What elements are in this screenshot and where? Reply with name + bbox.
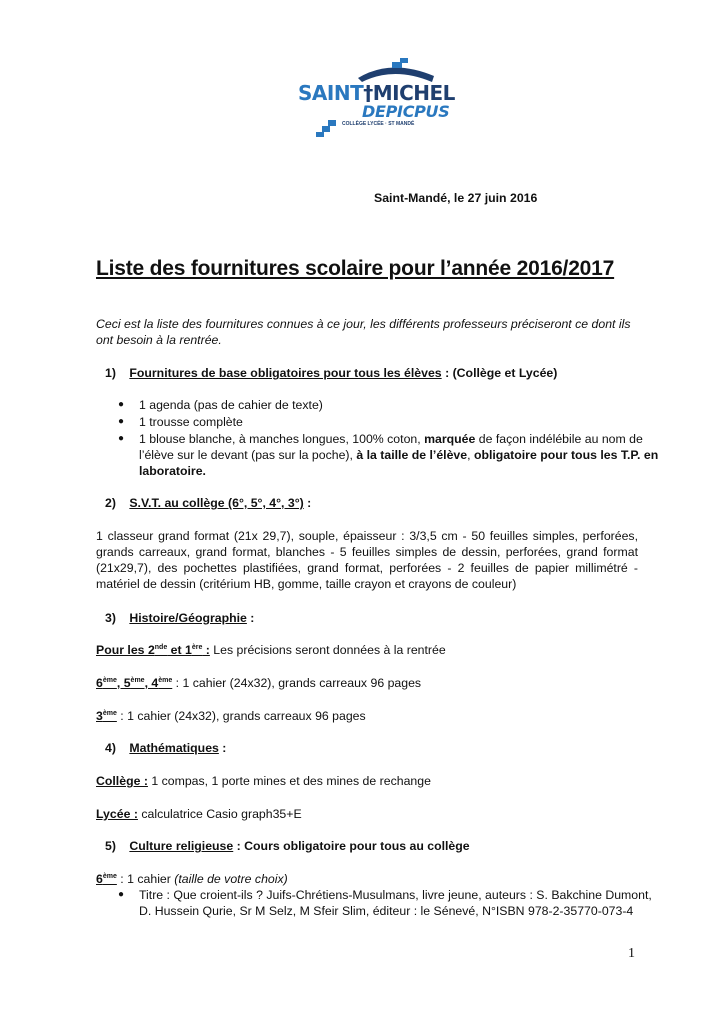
s3-college-label: 6ème, 5ème, 4ème (96, 676, 173, 690)
intro-line-2: ont besoin à la rentrée. (96, 333, 222, 347)
s3-third-text: : 1 cahier (24x32), grands carreaux 96 pages (116, 709, 366, 723)
s3-lycee-label: Pour les 2nde et 1ère : (96, 643, 210, 657)
logo-subtitle: COLLÈGE LYCÉE · ST MANDÉ (342, 121, 415, 127)
section-5-heading (105, 838, 470, 855)
s4-lycee-text: calculatrice Casio graph35+E (137, 807, 302, 821)
section-1-title: Fournitures de base obligatoires pour tous les élèves (129, 366, 442, 380)
s1-item-trousse: 1 trousse complète (139, 415, 243, 429)
bullet-icon: ● (118, 416, 125, 427)
logo-saint: SAINT (298, 81, 364, 105)
s2-line-1: 1 classeur grand format (21x 29,7), souple, épaisseur : 3/3,5 cm - 50 feuilles simples, perforées, (96, 529, 638, 543)
section-2-number: 2) (105, 496, 116, 510)
bullet-icon: ● (118, 889, 125, 900)
blouse-text-d: l’élève sur le devant (pas sur la poche), (139, 448, 357, 462)
section-5-suffix: : Cours obligatoire pour tous au collège (233, 839, 470, 853)
s1-item-blouse-line-3: laboratoire. (139, 464, 206, 478)
s5-sixth-line (96, 871, 288, 888)
section-4-number: 4) (105, 741, 116, 755)
s2-line-4: matériel de dessin (critérium HB, gomme, taille crayon et crayons de couleur) (96, 577, 517, 591)
section-4-heading (105, 740, 226, 757)
s1-item-blouse-line-1 (139, 431, 643, 448)
s2-line-2: grands carreaux, grand format, blanches - 5 feuilles simples de dessin, perforées, grand format (96, 545, 638, 559)
s4-college-line (96, 773, 431, 790)
page-title: Liste des fournitures scolaire pour l’année 2016/2017 (96, 257, 615, 280)
s3-third-label: 3ème (96, 709, 117, 723)
section-3-title: Histoire/Géographie (129, 611, 247, 625)
blouse-text-b: marquée (424, 432, 476, 446)
section-1-suffix: : (Collège et Lycée) (441, 366, 558, 380)
s5-book-line-2: D. Hussein Qurie, Sr M Selz, M Sfeir Slim, éditeur : le Sénevé, N°ISBN 978-2-35770-073-4 (139, 904, 634, 918)
s4-lycee-label: Lycée : (96, 807, 138, 821)
s4-college-label: Collège : (96, 774, 148, 788)
blouse-text-c: de façon indélébile au nom de (475, 432, 643, 446)
section-2-title: S.V.T. au collège (6°, 5°, 4°, 3°) (129, 496, 304, 510)
section-4-suffix: : (218, 741, 227, 755)
s5-sixth-note: (taille de votre choix) (174, 872, 288, 886)
blouse-text-g: obligatoire pour tous les T.P. en (473, 448, 659, 462)
s3-lycee-line (96, 642, 446, 659)
s3-lycee-text: Les précisions seront données à la rentrée (209, 643, 446, 657)
s1-item-agenda: 1 agenda (pas de cahier de texte) (139, 398, 323, 412)
s3-college-text: : 1 cahier (24x32), grands carreaux 96 pages (172, 676, 422, 690)
section-2-suffix: : (303, 496, 312, 510)
section-3-suffix: : (246, 611, 255, 625)
s5-sixth-label: 6ème (96, 872, 117, 886)
s3-college-line (96, 675, 421, 692)
page-number: 1 (628, 946, 635, 961)
section-5-number: 5) (105, 839, 116, 853)
bullet-icon: ● (118, 433, 125, 444)
s4-college-text: 1 compas, 1 porte mines et des mines de rechange (147, 774, 431, 788)
blouse-text-f: , (467, 448, 474, 462)
s4-lycee-line (96, 806, 302, 823)
section-3-heading (105, 610, 254, 627)
s5-sixth-text: : 1 cahier (116, 872, 175, 886)
s3-third-line (96, 708, 366, 725)
school-logo: SAINT†MICHEL DEPICPUS COLLÈGE LYCÉE · ST MANDÉ (296, 56, 438, 138)
section-4-title: Mathématiques (129, 741, 219, 755)
bullet-icon: ● (118, 399, 125, 410)
s2-line-3: (21x29,7), des pochettes plastifiées, grand format, perforées - 2 feuilles de papier millimétré - (96, 561, 638, 575)
section-5-title: Culture religieuse (129, 839, 234, 853)
date-line: Saint-Mandé, le 27 juin 2016 (374, 191, 538, 205)
logo-depicpus: DEPICPUS (362, 102, 450, 121)
logo-michel: MICHEL (372, 81, 455, 105)
section-1-heading (105, 365, 557, 382)
section-1-number: 1) (105, 366, 116, 380)
s1-item-blouse-line-2 (139, 447, 658, 464)
intro-line-1: Ceci est la liste des fournitures connues à ce jour, les différents professeurs préciseront ce dont ils (96, 317, 631, 331)
section-2-heading (105, 495, 311, 512)
s5-book-line-1: Titre : Que croient-ils ? Juifs-Chrétiens-Musulmans, livre jeune, auteurs : S. Bakchine Dumont, (139, 888, 652, 902)
blouse-text-e: à la taille de l’élève (356, 448, 468, 462)
section-3-number: 3) (105, 611, 116, 625)
blouse-text-a: 1 blouse blanche, à manches longues, 100% coton, (139, 432, 425, 446)
